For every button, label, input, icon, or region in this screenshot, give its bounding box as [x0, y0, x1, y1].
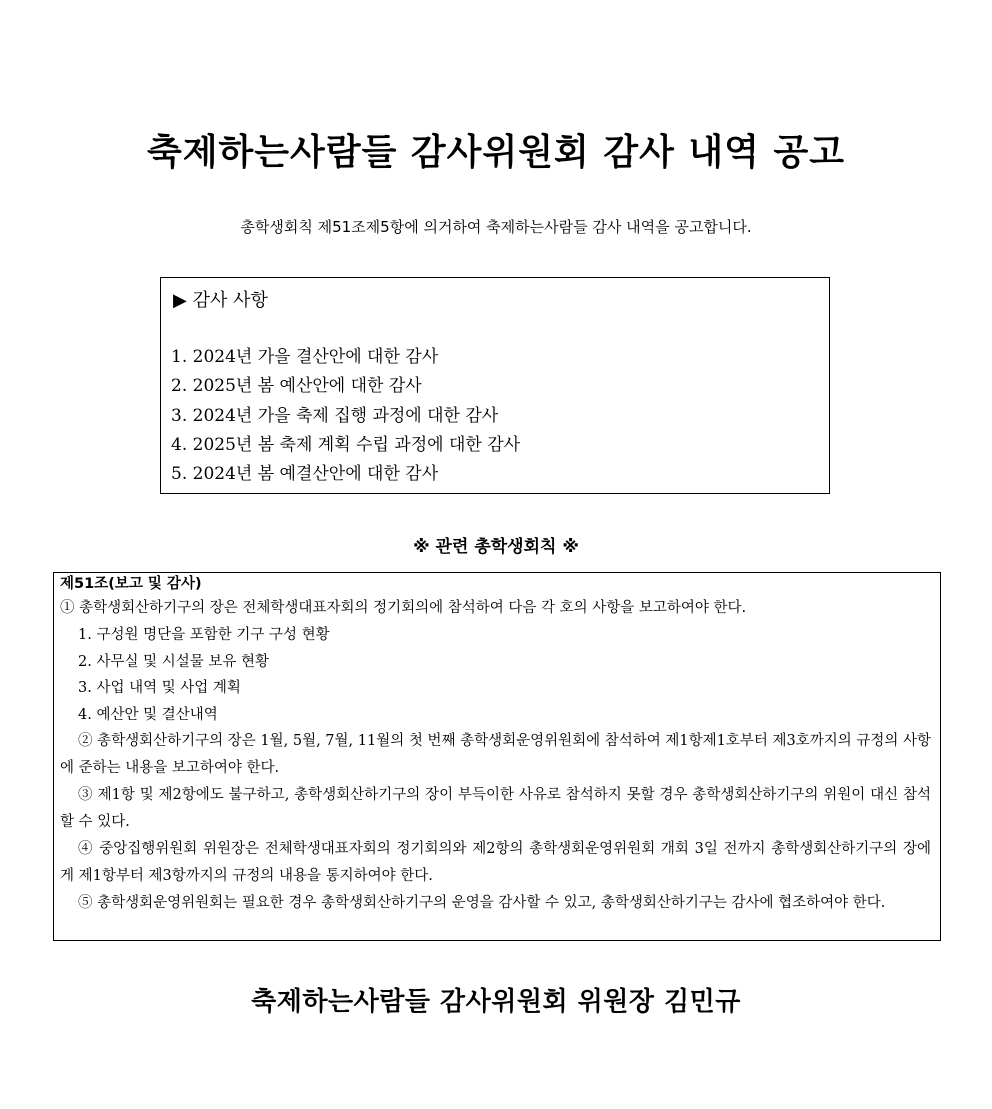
- regulation-sub-item: 1. 구성원 명단을 포함한 기구 구성 현황: [78, 627, 330, 643]
- audit-item: 2. 2025년 봄 예산안에 대한 감사: [171, 376, 422, 397]
- audit-item: 5. 2024년 봄 예결산안에 대한 감사: [171, 464, 439, 485]
- audit-items-header: ▶ 감사 사항: [173, 290, 268, 311]
- audit-items-box: [160, 277, 830, 494]
- regulation-heading: 제51조(보고 및 감사): [60, 576, 202, 592]
- page-title: 축제하는사람들 감사위원회 감사 내역 공고: [146, 132, 846, 173]
- regulation-clause-5: ⑤ 총학생회운영위원회는 필요한 경우 총학생회산하기구의 운영을 감사할 수 있고, 총학생회산하기구는 감사에 협조하여야 한다.: [78, 895, 886, 911]
- intro-text: 총학생회칙 제51조제5항에 의거하여 축제하는사람들 감사 내역을 공고합니다.: [240, 218, 752, 236]
- audit-item: 4. 2025년 봄 축제 계획 수립 과정에 대한 감사: [171, 434, 521, 455]
- signature: 축제하는사람들 감사위원회 위원장 김민규: [251, 987, 741, 1017]
- regulation-sub-item: 3. 사업 내역 및 사업 계획: [78, 680, 241, 696]
- regulation-box: [53, 572, 941, 941]
- related-regulation-title: ※ 관련 총학생회칙 ※: [413, 537, 579, 557]
- regulation-sub-item: 4. 예산안 및 결산내역: [78, 706, 218, 723]
- audit-item: 3. 2024년 가을 축제 집행 과정에 대한 감사: [171, 405, 499, 426]
- regulation-clause-2: ② 총학생회산하기구의 장은 1월, 5월, 7월, 11월의 첫 번째 총학생회운영위원회에 참석하여 제1항제1호부터 제3호까지의 규정의 사항에 준하는 내용을 보고하여야 한다.: [60, 733, 931, 776]
- regulation-clause-4: ④ 중앙집행위원회 위원장은 전체학생대표자회의 정기회의와 제2항의 총학생회운영위원회 개회 3일 전까지 총학생회산하기구의 장에게 제1항부터 제3항까지의 규정의 내용을 통지하여야 한다.: [60, 841, 931, 884]
- regulation-clause-1: ① 총학생회산하기구의 장은 전체학생대표자회의 정기회의에 참석하여 다음 각 호의 사항을 보고하여야 한다.: [60, 600, 747, 616]
- audit-item: 1. 2024년 가을 결산안에 대한 감사: [171, 347, 439, 367]
- regulation-clause-3: ③ 제1항 및 제2항에도 불구하고, 총학생회산하기구의 장이 부득이한 사유로 참석하지 못할 경우 총학생회산하기구의 위원이 대신 참석할 수 있다.: [60, 787, 931, 830]
- regulation-sub-item: 2. 사무실 및 시설물 보유 현황: [78, 653, 269, 670]
- audit-items-list: [171, 343, 520, 489]
